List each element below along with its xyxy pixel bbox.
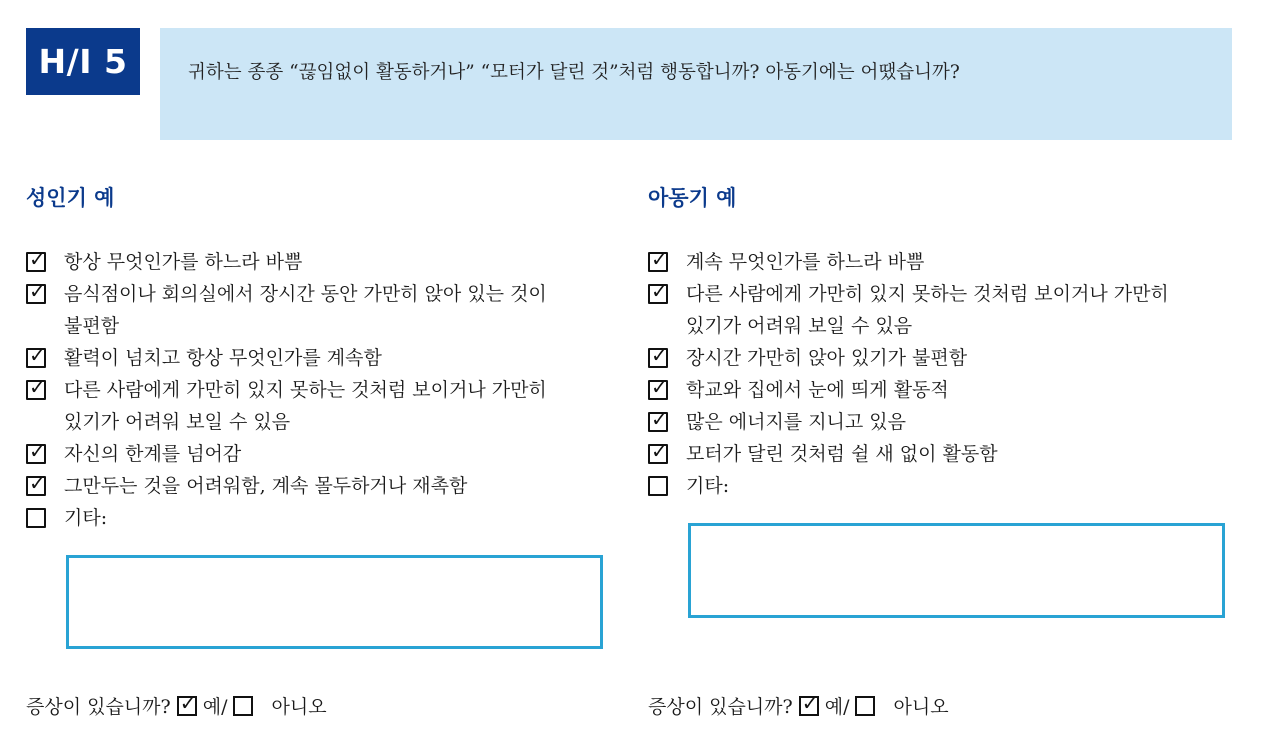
- checkbox[interactable]: [26, 279, 46, 304]
- checkbox[interactable]: [648, 343, 668, 368]
- list-item: [26, 374, 547, 438]
- checkbox-empty[interactable]: [26, 508, 46, 528]
- checkbox[interactable]: [648, 439, 668, 464]
- yes-label: 예/: [824, 696, 850, 718]
- no-checkbox[interactable]: [855, 696, 875, 716]
- check-icon: ✓: [29, 343, 46, 367]
- check-icon: ✓: [29, 439, 46, 463]
- symptom-question-text: 증상이 있습니까?: [26, 696, 171, 718]
- child-other-input[interactable]: [688, 523, 1225, 618]
- list-item: [648, 342, 1169, 374]
- list-item: [648, 406, 1169, 438]
- item-label: 활력이 넘치고 항상 무엇인가를 계속함: [64, 347, 382, 369]
- question-text: 귀하는 종종 “끊임없이 활동하거나” “모터가 달린 것”처럼 행동합니까? 아동기에는 어땠습니까?: [188, 62, 960, 83]
- check-icon: ✓: [651, 407, 668, 431]
- list-item: [26, 470, 547, 502]
- check-icon: ✓: [651, 375, 668, 399]
- check-icon: ✓: [29, 279, 46, 303]
- checkbox[interactable]: [26, 471, 46, 496]
- checkbox[interactable]: [26, 247, 46, 272]
- list-item: [648, 246, 1169, 278]
- child-symptom-question: [648, 692, 949, 719]
- checkbox[interactable]: [648, 407, 668, 432]
- checkbox[interactable]: [648, 279, 668, 304]
- item-label: 항상 무엇인가를 하느라 바쁨: [64, 251, 303, 273]
- list-item: [648, 278, 1169, 342]
- check-icon: ✓: [179, 690, 197, 715]
- item-label: 계속 무엇인가를 하느라 바쁨: [686, 251, 925, 273]
- checkbox[interactable]: [648, 375, 668, 400]
- item-label: 기타:: [64, 507, 108, 529]
- check-icon: ✓: [29, 471, 46, 495]
- item-label: 모터가 달린 것처럼 쉴 새 없이 활동함: [686, 443, 998, 465]
- item-label: 자신의 한계를 넘어감: [64, 443, 242, 465]
- list-item: [26, 278, 547, 342]
- list-item: [648, 438, 1169, 470]
- symptom-question-text: 증상이 있습니까?: [648, 696, 793, 718]
- child-title: 아동기 예: [648, 186, 737, 210]
- no-checkbox[interactable]: [233, 696, 253, 716]
- item-label: 많은 에너지를 지니고 있음: [686, 411, 907, 433]
- list-item: [26, 342, 547, 374]
- yes-label: 예/: [202, 696, 228, 718]
- checkbox[interactable]: [26, 375, 46, 400]
- check-icon: ✓: [651, 343, 668, 367]
- item-label-continued: 있기가 어려워 보일 수 있음: [686, 315, 913, 337]
- check-icon: ✓: [651, 439, 668, 463]
- list-item: [648, 374, 1169, 406]
- item-label: 그만두는 것을 어려워함, 계속 몰두하거나 재촉함: [64, 475, 468, 497]
- adult-symptom-question: [26, 692, 327, 719]
- no-label: 아니오: [271, 696, 327, 718]
- item-label: 기타:: [686, 475, 730, 497]
- item-label: 학교와 집에서 눈에 띄게 활동적: [686, 379, 949, 401]
- no-label: 아니오: [893, 696, 949, 718]
- item-label: 다른 사람에게 가만히 있지 못하는 것처럼 보이거나 가만히: [64, 379, 547, 401]
- adult-title: 성인기 예: [26, 186, 115, 210]
- item-label-continued: 있기가 어려워 보일 수 있음: [64, 411, 291, 433]
- checkbox[interactable]: [26, 439, 46, 464]
- check-icon: ✓: [651, 247, 668, 271]
- checkbox-empty[interactable]: [648, 476, 668, 496]
- yes-checkbox[interactable]: [177, 690, 197, 716]
- check-icon: ✓: [29, 247, 46, 271]
- check-icon: ✓: [29, 375, 46, 399]
- list-item: [26, 502, 547, 534]
- list-item: [648, 470, 1169, 502]
- item-label: 다른 사람에게 가만히 있지 못하는 것처럼 보이거나 가만히: [686, 283, 1169, 305]
- section-code-badge: H/I 5: [26, 28, 140, 95]
- list-item: [26, 438, 547, 470]
- check-icon: ✓: [801, 690, 819, 715]
- question-panel: [160, 28, 1232, 140]
- adult-other-input[interactable]: [66, 555, 603, 649]
- check-icon: ✓: [651, 279, 668, 303]
- item-label-continued: 불편함: [64, 315, 120, 337]
- item-label: 음식점이나 회의실에서 장시간 동안 가만히 앉아 있는 것이: [64, 283, 547, 305]
- checkbox[interactable]: [648, 247, 668, 272]
- child-checklist: [648, 246, 1169, 502]
- yes-checkbox[interactable]: [799, 690, 819, 716]
- item-label: 장시간 가만히 앉아 있기가 불편함: [686, 347, 968, 369]
- checkbox[interactable]: [26, 343, 46, 368]
- adult-checklist: [26, 246, 547, 534]
- list-item: [26, 246, 547, 278]
